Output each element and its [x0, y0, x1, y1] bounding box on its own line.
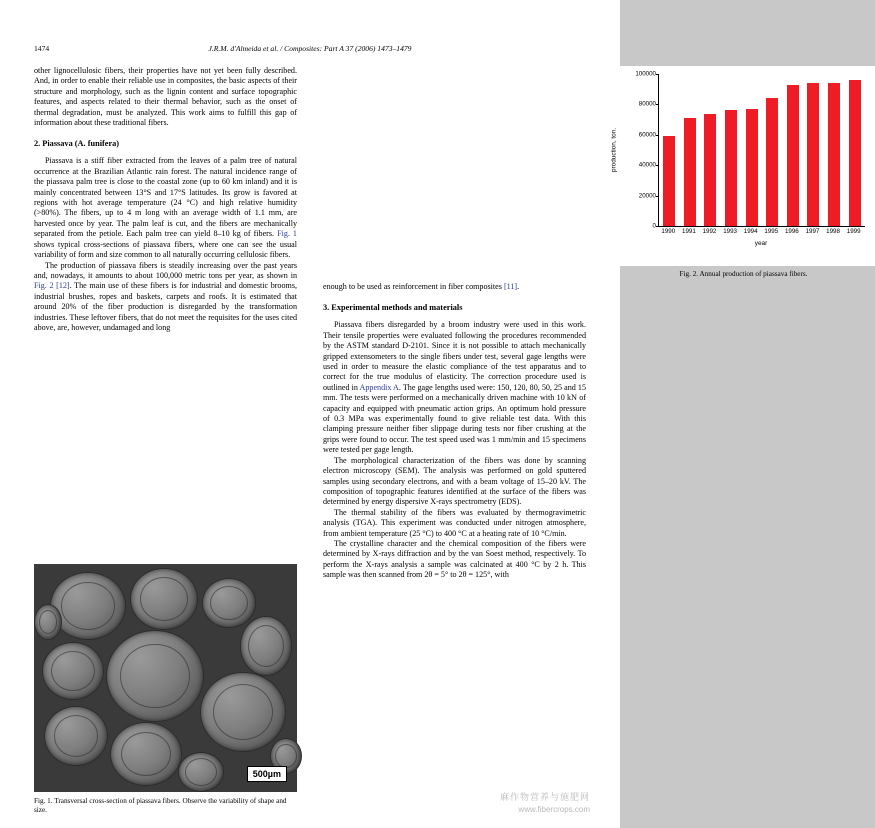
chart-bar	[849, 80, 861, 226]
chart-x-tick-label: 1995	[764, 228, 779, 235]
citation-12-reference[interactable]: [12]	[56, 281, 70, 291]
fiber-cross-section	[178, 752, 224, 792]
chart-plot-area	[635, 70, 865, 230]
chart-x-tick-label: 1991	[682, 228, 696, 235]
chart-x-tick-label: 1990	[661, 228, 676, 235]
chart-bar	[684, 118, 696, 226]
watermark-site-name: 麻作物营养与施肥网	[499, 792, 590, 802]
fiber-cross-section	[130, 568, 198, 630]
figure-1	[34, 564, 297, 815]
chart-x-tick-label: 1994	[743, 228, 758, 235]
running-head: J.R.M. d'Almeida et al. / Composites: Part A 37 (2006) 1473–1479	[208, 44, 412, 53]
chart-y-axis-label: production, ton.	[610, 127, 618, 173]
chart-x-tick-labels	[658, 228, 864, 235]
chart-x-axis-label: year	[754, 240, 768, 247]
chart-y-tick-label: 40000	[638, 161, 656, 169]
paragraph-tensile-methods	[323, 320, 586, 455]
fiber-cross-section	[106, 630, 204, 722]
para2-text-b: shows typical cross-sections of piassava fibers, where one can see the usual variability of form and size common to all naturally occurring cellulosic fibers.	[34, 239, 297, 260]
chart-x-tick-label: 1992	[702, 228, 717, 235]
paragraph-xrd: The crystalline character and the chemical composition of the fibers were determined by X-rays diffraction and by the van Soest method, respectively. To perform the X-rays analysis a sample was calcinated at 400 °C by 2 h. This sample was then scanned from 2θ = 5° to 2θ = 125°, with	[323, 538, 586, 580]
chart-bar	[807, 83, 819, 226]
fiber-cross-section	[44, 706, 108, 766]
watermark	[500, 790, 590, 814]
fiber-cross-section	[42, 642, 104, 700]
chart-y-tick-label: 80000	[638, 100, 656, 108]
chart-x-tick-label: 1993	[723, 228, 737, 235]
chart-bars	[659, 74, 865, 226]
chart-bar	[787, 85, 799, 226]
chart-y-tick-label: 20000	[638, 192, 656, 200]
appendix-a-reference[interactable]: Appendix A	[359, 382, 399, 392]
chart-x-tick-label: 1996	[784, 228, 799, 235]
paragraph-continued: other lignocellulosic fibers, their properties have not yet been fully described. And, in order to enable their reliable use in composites, the basic aspects of their structure and morphology, such as the lignin content and surface topographic features, and aspects related to their thermal behavior, such as the onset of thermal degradation, must be analyzed. This work aims to fulfill this gap of information about these traditional fibers.	[34, 66, 297, 128]
chart-y-tick-mark	[656, 135, 659, 136]
figure-1-caption: Fig. 1. Transversal cross-section of piassava fibers. Observe the variability of shape and size.	[34, 797, 287, 814]
para4-text-a: Piassava fibers disregarded by a broom industry were used in this work. Their tensile properties were evaluated following the procedures recommended by the ASTM standard D-2101. Since it is not possible to attach mechanically gripped extensometers to the single fibers under test, several gage lengths were used in order to measure the elastic compliance of the test apparatus and to correct for the true modulus of elasticity. The correction procedure used is outlined in	[323, 320, 586, 392]
chart-bar	[746, 109, 758, 226]
chart-y-tick-label: 0	[652, 222, 656, 230]
chart-annual-production	[612, 66, 875, 266]
chart-x-tick-label: 1997	[805, 228, 820, 235]
chart-bar	[663, 136, 675, 226]
chart-bar	[766, 98, 778, 226]
section-heading-2: 2. Piassava (A. funifera)	[34, 139, 120, 149]
para3-text-b: . The main use of these fibers is for industrial and domestic brooms, industrial brushes, ropes and baskets, carpets and roofs. It is estimated that around 20% of the fiber production is disregarded by the transformation industries. These leftover fibers, that do not meet the requisites for the uses cited above, are, however, undamaged and long	[34, 281, 297, 332]
chart-bar	[725, 110, 737, 226]
paragraph-production	[34, 261, 297, 334]
paragraph-enough	[323, 282, 586, 292]
figure-2	[612, 66, 875, 279]
figure-2-reference[interactable]: Fig. 2	[34, 281, 54, 291]
chart-y-tick-mark	[656, 196, 659, 197]
para4-text-b: . The gage lengths used were: 150, 120, 80, 50, 25 and 15 mm. The tests were performed on a mechanically driven machine with 10 kN of capacity and equipped with pneumatic action grips. An optimum hold pressure of 0.3 MPa was experimentally found to give reliable test data. With this clamping pressure neither fiber slippage during tests nor fiber crushing at the grips were found to occur. The test speed used was 1 mm/min and 15 specimens were tested per gage length.	[323, 382, 586, 455]
paragraph-sem: The morphological characterization of the fibers was done by scanning electron microscopy (SEM). The analysis was performed on gold sputtered samples using secondary electrons, and with a beam voltage of 15–20 kV. The composition of topographic features identified at the surface of the fibers was determined by energy dispersive X-rays spectrometry (EDS).	[323, 455, 586, 507]
chart-y-tick-mark	[656, 74, 659, 75]
sem-micrograph-image	[34, 564, 297, 792]
chart-bar	[704, 114, 716, 226]
fiber-cross-section	[34, 604, 62, 640]
page-number: 1474	[34, 44, 50, 53]
right-column-text	[323, 282, 586, 581]
chart-y-tick-label: 60000	[638, 131, 656, 139]
enough-text-b: .	[517, 282, 520, 291]
paragraph-piassava-description	[34, 156, 297, 260]
chart-y-tick-label: 100000	[635, 70, 656, 78]
fiber-cross-section	[202, 578, 256, 628]
scale-bar-label: 500µm	[247, 766, 287, 782]
chart-y-tick-mark	[656, 226, 659, 227]
paragraph-tga: The thermal stability of the fibers was evaluated by thermogravimetric analysis (TGA). This experiment was conducted under nitrogen atmosphere, from ambient temperature (25 °C) to 400 °C at a heating rate of 10 °C/min.	[323, 507, 586, 538]
figure-2-caption: Fig. 2. Annual production of piassava fibers.	[679, 270, 808, 278]
para3-text-a: The production of piassava fibers is steadily increasing over the past years and, nowadays, it amounts to about 100,000 metric tons per year, as shown in	[34, 260, 297, 280]
chart-y-tick-mark	[656, 104, 659, 105]
fiber-cross-section	[50, 572, 126, 640]
fiber-cross-section	[240, 616, 292, 676]
enough-text-a: enough to be used as reinforcement in fiber composites	[323, 282, 504, 291]
figure-1-reference[interactable]: Fig. 1	[277, 229, 297, 239]
section-heading-3: 3. Experimental methods and materials	[323, 303, 463, 313]
chart-y-tick-mark	[656, 165, 659, 166]
fiber-cross-section	[110, 722, 182, 786]
fiber-cross-section	[200, 672, 286, 752]
chart-x-tick-label: 1999	[846, 228, 861, 235]
watermark-url: www.fibercrops.com	[518, 805, 590, 814]
page-header	[34, 44, 586, 53]
chart-x-tick-label: 1998	[826, 228, 840, 235]
para2-text-a: Piassava is a stiff fiber extracted from the leaves of a palm tree of natural occurrence at the Brazilian Atlantic rain forest. The natural incidence range of the piassava palm tree is close to the coastal zone (up to 60 km inland) and it is mainly concentrated between 13°S and 17°S latitudes. Its grow is favored at regions with hot average temperature (24 °C) and high relative humidity (>80%). The fibers, up to 4 m long with an average width of 1.1 mm, are harvested once by year. The palm leaf is cut, and the fibers are mechanically separated from the petiole. Each palm tree can yield 8–10 kg of fibers.	[34, 156, 297, 239]
citation-11-reference[interactable]: [11]	[503, 282, 518, 291]
left-column	[34, 66, 297, 814]
chart-bar	[828, 83, 840, 226]
